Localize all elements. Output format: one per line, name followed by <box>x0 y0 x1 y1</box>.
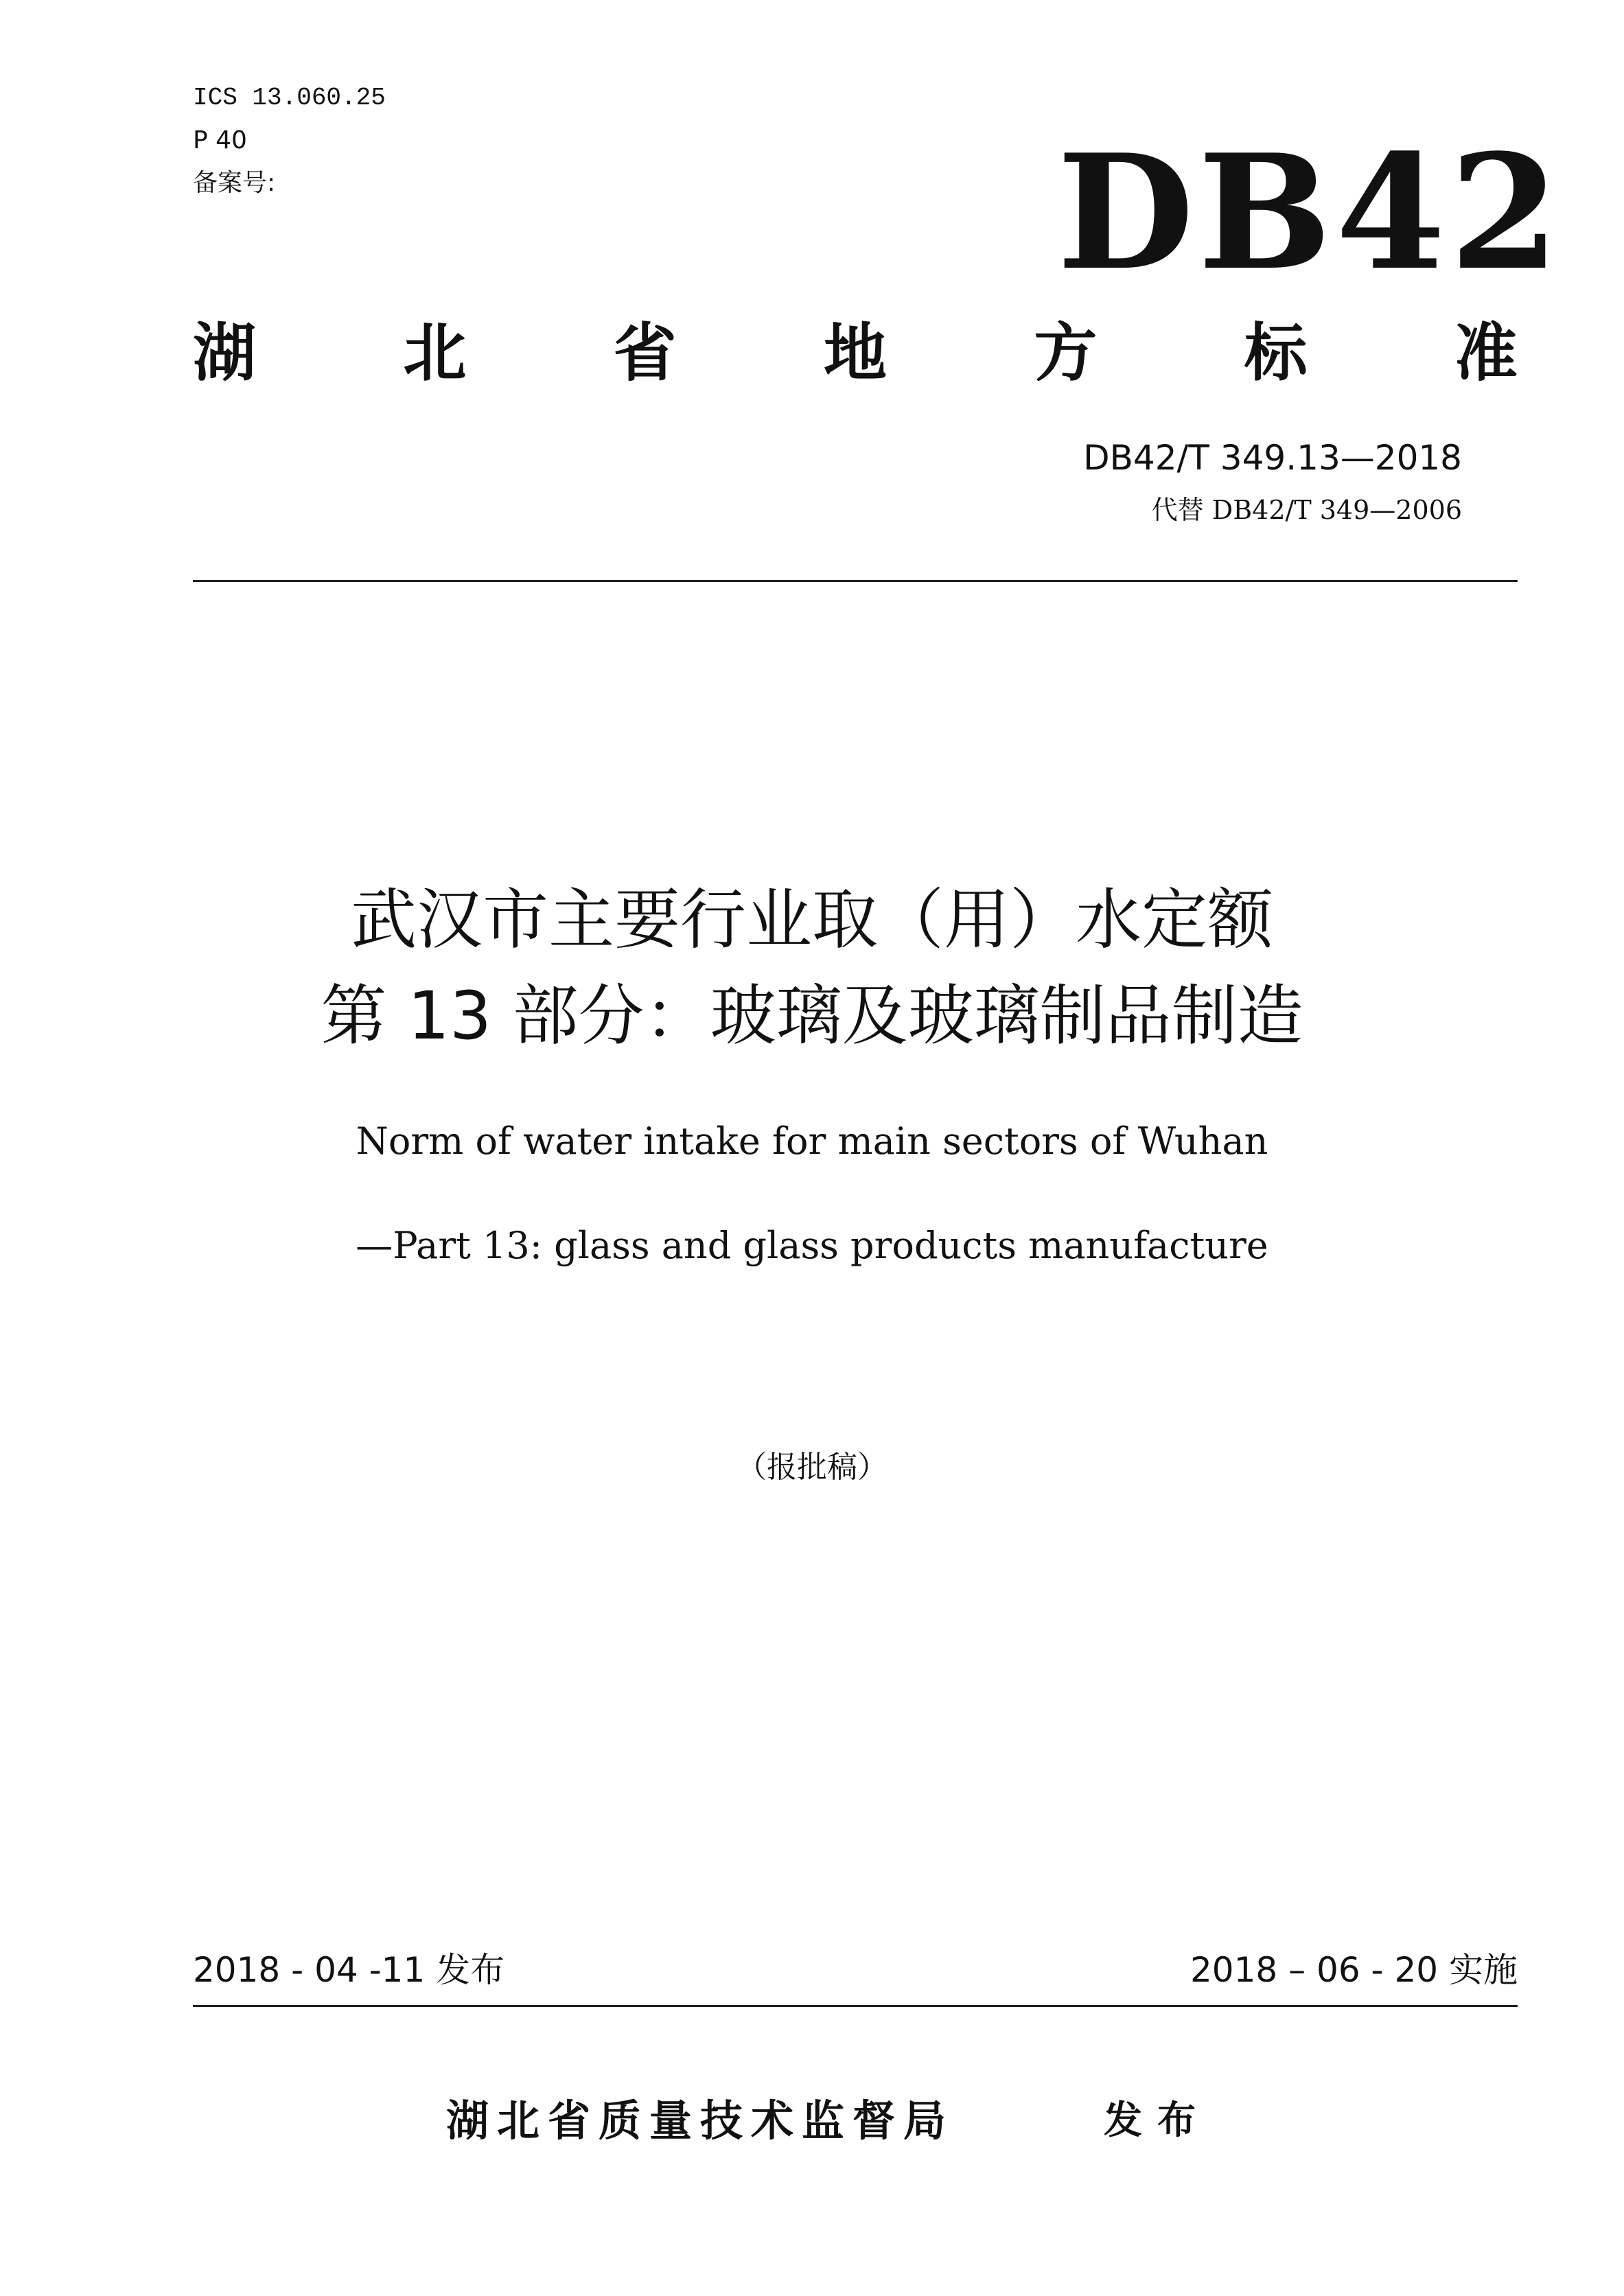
chinese-title-line-1: 武汉市主要行业取（用）水定额 <box>351 881 1273 958</box>
standard-type-char: 北 <box>403 316 467 390</box>
publish-label: 发布 <box>1104 2098 1211 2143</box>
standard-type-char: 省 <box>613 316 677 390</box>
chinese-title-line-2: 第 13 部分：玻璃及玻璃制品制造 <box>321 977 1303 1054</box>
ics-code: ICS 13.060.25 <box>193 84 386 112</box>
english-title-line-1: Norm of water intake for main sectors of Wuhan <box>356 1120 1268 1163</box>
standard-type-char: 地 <box>823 316 887 390</box>
issuing-authority: 湖北省质量技术监督局 <box>446 2096 955 2146</box>
standard-type-char: 方 <box>1034 316 1098 390</box>
standard-number: DB42/T 349.13—2018 <box>1083 438 1462 478</box>
record-number-label: 备案号: <box>193 169 276 197</box>
standard-type-char: 标 <box>1244 316 1308 390</box>
issue-date: 2018 - 04 -11 发布 <box>193 1950 505 1990</box>
replaces-standard: 代替 DB42/T 349—2006 <box>1151 495 1462 525</box>
standard-type-char: 准 <box>1454 316 1518 390</box>
implementation-date: 2018 – 06 - 20 实施 <box>1190 1950 1518 1990</box>
draft-status-label: （报批稿） <box>736 1450 888 1485</box>
top-divider <box>193 580 1518 582</box>
standard-type-char: 湖 <box>193 316 257 390</box>
classification-code: P 40 <box>193 126 247 154</box>
standard-logo: DB42 <box>1057 120 1564 305</box>
english-title-line-2: —Part 13: glass and glass products manufacture <box>356 1224 1268 1267</box>
bottom-divider <box>193 2005 1518 2007</box>
standard-type-title <box>193 316 1518 391</box>
